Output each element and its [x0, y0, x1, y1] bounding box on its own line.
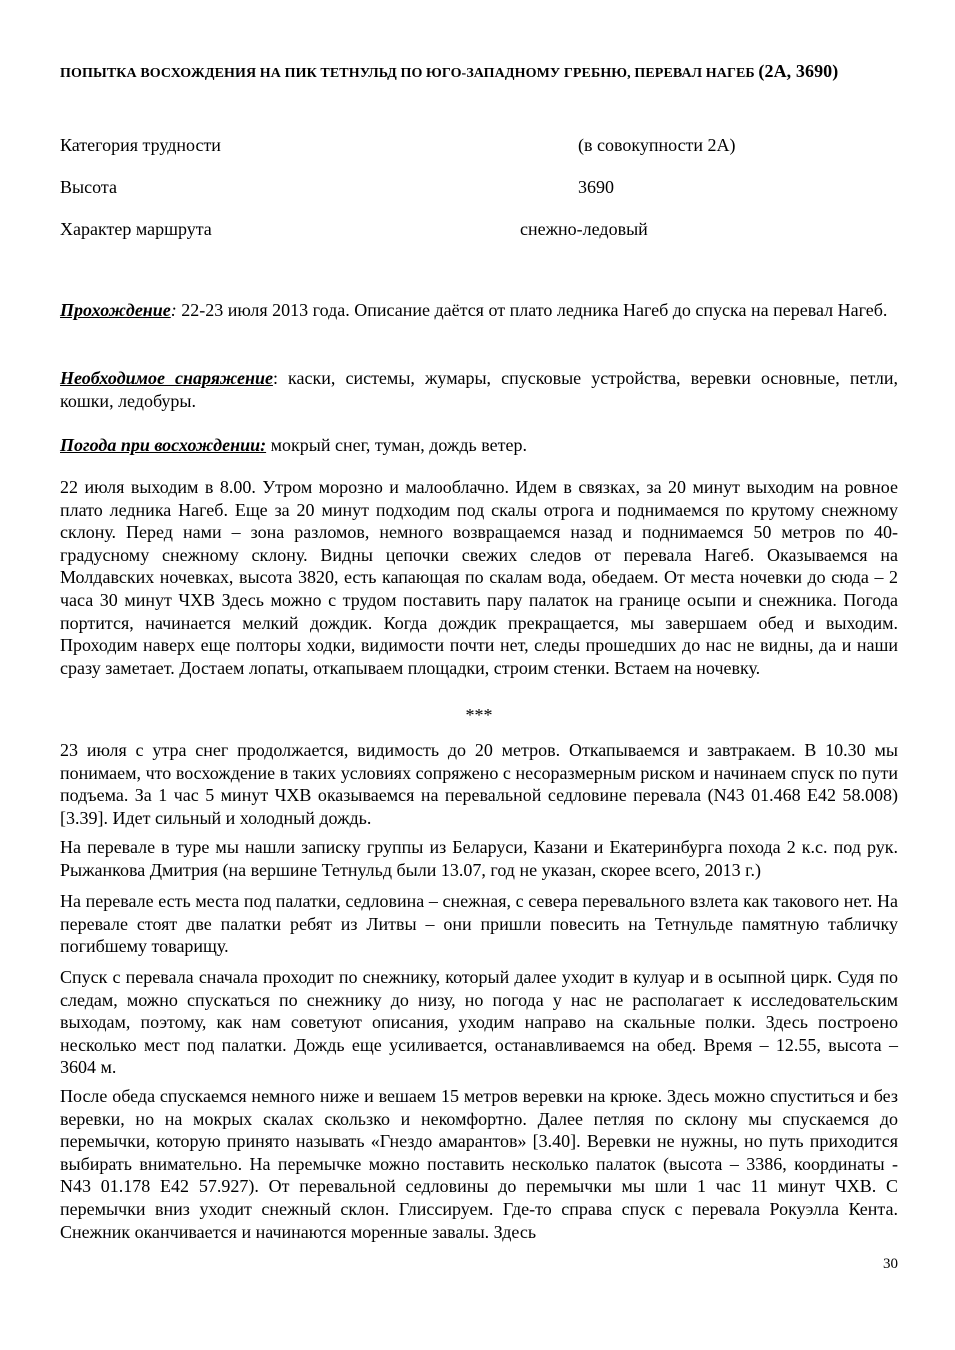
section-passage	[60, 299, 898, 322]
title-main: ПОПЫТКА ВОСХОЖДЕНИЯ НА ПИК ТЕТНУЛЬД ПО ЮГО-ЗАПАДНОМУ ГРЕБНЮ, ПЕРЕВАЛ НАГЕБ	[60, 66, 759, 81]
section-heading: Необходимое снаряжение	[60, 368, 273, 388]
section-text: 22-23 июля 2013 года. Описание даётся от плато ледника Нагеб до спуска на перевал Нагеб.	[176, 300, 888, 320]
paragraph-day1: 22 июля выходим в 8.00. Утром морозно и малооблачно. Идем в связках, за 20 минут выходим на ровное плато ледника Нагеб. Еще за 20 минут подходим под скалы отрога и поднимаемся по крутому снежному склону. Перед нами – зона разломов, немного возвращаемся назад и поднимаемся 50 метров по 40-градусному снежному склону. Видны цепочки свежих следов от перевала Нагеб. Оказываемся на Молдавских ночевках, высота 3820, есть капающая по скалам вода, обедаем. От места ночевки до сюда – 2 часа 30 минут ЧХВ Здесь можно с трудом поставить пару палаток на границе осыпи и снежника. Погода портится, начинается мелкий дождик. Когда дождик прекращается, мы завершаем обед и выходим. Проходим наверх еще полторы ходки, видимости почти нет, следы прошедших до нас не видны, да и наши сразу заметает. Достаем лопаты, откапываем площадки, строим стенки. Встаем на ночевку.	[60, 477, 898, 678]
section-weather	[60, 434, 898, 457]
meta-value: снежно-ледовый	[520, 219, 648, 239]
meta-label: Высота	[60, 177, 117, 197]
section-text: : каски, системы, жумары, спусковые устройства, веревки основные, петли, кошки, ледобуры.	[60, 368, 899, 411]
document-title	[60, 58, 898, 87]
meta-value: (в совокупности 2А)	[578, 135, 736, 155]
meta-value: 3690	[578, 177, 614, 197]
section-text: мокрый снег, туман, дождь ветер.	[266, 435, 527, 455]
paragraph-day2: 23 июля с утра снег продолжается, видимость до 20 метров. Откапываемся и завтракаем. В 10.30 мы понимаем, что восхождение в таких условиях сопряжено с несоразмерным риском и начинаем спуск по пути подъема. За 1 час 5 минут ЧХВ оказываемся на перевальной седловине перевала (N43 01.468 E42 58.008) [3.39]. Идет сильный и холодный дождь.	[60, 740, 898, 828]
meta-label: Категория трудности	[60, 135, 221, 155]
paragraph-pass-camp: На перевале есть места под палатки, седловина – снежная, с севера перевального взлета как такового нет. На перевале стоят две палатки ребят из Литвы – они пришли повесить на Тетнульде памятную табличку погибшему товарищу.	[60, 891, 898, 957]
section-heading: Прохождение	[60, 300, 171, 320]
section-colon: :	[170, 300, 177, 320]
paragraph-descent: Спуск с перевала сначала проходит по снежнику, который далее уходит в кулуар и в осыпной цирк. Судя по следам, можно спускаться по снежнику до низу, но погода у нас не располагает к исследовательским выходам, поэтому, как нам советуют описания, уходим направо на скальные полки. Здесь построено несколько мест под палатки. Дождь еще усиливается, останавливаемся на обед. Время – 12.55, высота – 3604 м.	[60, 967, 898, 1078]
section-separator: ***	[465, 705, 493, 725]
meta-label: Характер маршрута	[60, 219, 212, 239]
title-suffix: (2А, 3690)	[758, 61, 839, 81]
section-equipment	[60, 367, 898, 412]
paragraph-note: На перевале в туре мы нашли записку группы из Беларуси, Казани и Екатеринбурга похода 2 к.с. под рук. Рыжанкова Дмитрия (на вершине Тетнульд были 13.07, год не указан, скорее всего, 2013 г.)	[60, 837, 898, 880]
section-heading: Погода при восхождении:	[60, 435, 267, 455]
paragraph-after-lunch: После обеда спускаемся немного ниже и вешаем 15 метров веревки на крюке. Здесь можно спуститься и без веревки, но на мокрых скалах скользко и некомфортно. Далее петляя по склону мы спускаемся до перемычки, которую принято называть «Гнездо амарантов» [3.40]. Веревки не нужны, но путь приходится выбирать внимательно. На перемычке можно поставить несколько палаток (высота – 3386, координаты - N43 01.178 E42 57.927). От перевальной седловины до перемычки мы шли 1 час 11 минут ЧХВ. С перемычки вниз уходит снежный склон. Глиссируем. Где-то справа спуск с перевала Рокуэлла Кента. Снежник оканчивается и начинаются моренные завалы. Здесь	[60, 1086, 898, 1242]
page-number: 30	[883, 1256, 898, 1272]
